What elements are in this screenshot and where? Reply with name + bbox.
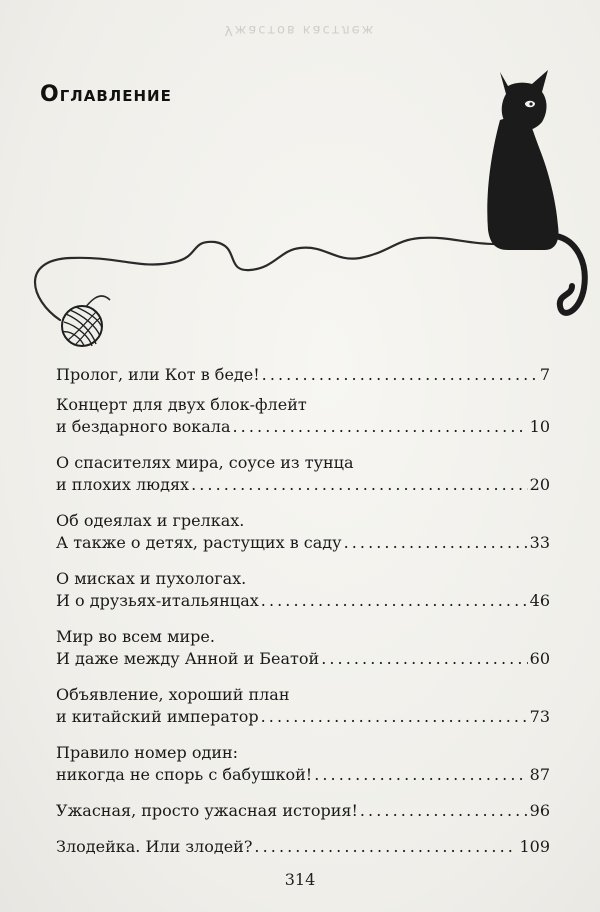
toc-entry-page: 7	[539, 365, 550, 384]
toc-entry-title: Ужасная, просто ужасная история!	[56, 801, 358, 820]
cat-icon	[487, 70, 584, 313]
yarn-thread	[35, 238, 495, 320]
toc-entry-title: А также о детях, растущих в саду	[56, 533, 342, 552]
toc-entry-page: 20	[529, 475, 550, 494]
toc-entry-page: 33	[529, 533, 550, 552]
dot-leader	[261, 590, 528, 612]
toc-title: Оглавление	[40, 82, 172, 107]
toc-entry-page: 96	[529, 801, 550, 820]
toc-entry-title: Концерт для двух блок-флейт	[56, 395, 307, 414]
toc-entry[interactable]	[56, 800, 550, 822]
dot-leader	[254, 836, 517, 858]
toc-entry-page: 46	[529, 591, 550, 610]
page-number: 314	[284, 870, 316, 889]
cat-with-yarn-illustration	[0, 0, 600, 360]
toc-entry-page: 10	[529, 417, 550, 436]
table-of-contents	[56, 364, 550, 858]
dot-leader	[191, 474, 528, 496]
toc-entry[interactable]	[56, 568, 550, 612]
toc-entry-page: 60	[529, 649, 550, 668]
toc-entry-title: и бездарного вокала	[56, 417, 231, 436]
toc-entry-title: Об одеялах и грелках.	[56, 511, 245, 530]
toc-entry-page: 87	[529, 765, 550, 784]
toc-entry[interactable]	[56, 510, 550, 554]
dot-leader	[314, 764, 527, 786]
toc-entry[interactable]	[56, 394, 550, 438]
toc-entry-title: и плохих людях	[56, 475, 190, 494]
toc-entry-title: Пролог, или Кот в беде!	[56, 365, 260, 384]
toc-entry-page: 109	[519, 837, 550, 856]
toc-entry-title: никогда не спорь с бабушкой!	[56, 765, 313, 784]
toc-entry-title: Мир во всем мире.	[56, 627, 215, 646]
toc-entry-title: И о друзьях-итальянцах	[56, 591, 259, 610]
yarn-ball-icon	[62, 306, 102, 346]
dot-leader	[360, 800, 528, 822]
toc-entry-title: О мисках и пухологах.	[56, 569, 247, 588]
dot-leader	[233, 416, 528, 438]
toc-entry[interactable]	[56, 364, 550, 386]
toc-entry-page: 73	[529, 707, 550, 726]
dot-leader	[344, 532, 528, 554]
running-head: Ужастов кастлеж	[224, 22, 376, 37]
toc-entry-title: О спасителях мира, соусе из тунца	[56, 453, 354, 472]
toc-entry-title: И даже между Анной и Беатой	[56, 649, 320, 668]
toc-entry[interactable]	[56, 626, 550, 670]
toc-entry-title: Объявление, хороший план	[56, 685, 290, 704]
toc-entry-title: и китайский император	[56, 707, 259, 726]
toc-entry[interactable]	[56, 742, 550, 786]
dot-leader	[321, 648, 527, 670]
toc-entry-title: Правило номер один:	[56, 743, 239, 762]
dot-leader	[262, 364, 538, 386]
toc-entry[interactable]	[56, 684, 550, 728]
dot-leader	[261, 706, 528, 728]
toc-entry-title: Злодейка. Или злодей?	[56, 837, 253, 856]
toc-entry[interactable]	[56, 452, 550, 496]
toc-entry[interactable]	[56, 836, 550, 858]
